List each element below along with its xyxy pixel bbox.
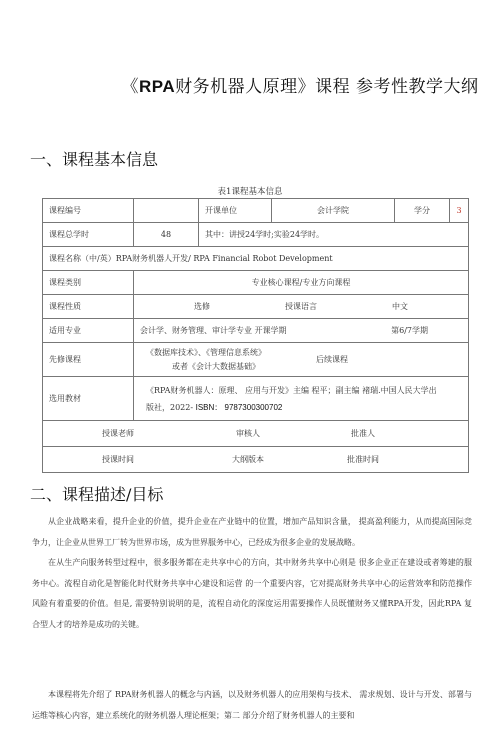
cell-major-label: 适用专业 xyxy=(43,319,134,343)
cell-prereq-label: 先修课程 xyxy=(43,343,134,377)
major-value: 会计学、财务管理、审计学专业 开课学期 xyxy=(140,326,287,335)
document-title xyxy=(120,72,480,102)
lang-value: 中文 xyxy=(392,302,408,311)
description-paragraph-3: 本课程将先介绍了 RPA财务机器人的概念与内涵，以及财务机器人的应用架构与技术、 需求规划、设计与开发、部署与运维等核心内容，建立系统化的财务机器人理论框架；第二 部分介绍了财务机器人的主要和 xyxy=(32,690,472,720)
cell-hours-value: 48 xyxy=(134,223,199,247)
approve-time-label: 批准时间 xyxy=(347,455,379,464)
cell-textbook-label: 选用教材 xyxy=(43,377,134,421)
table-row xyxy=(43,377,469,421)
section-heading-1: 一、课程基本信息 xyxy=(30,150,159,169)
table-row xyxy=(43,343,469,377)
prereq-line-2: 或者《会计大数据基础》 xyxy=(172,361,260,371)
table-row xyxy=(43,247,469,271)
cell-code-label: 课程编号 xyxy=(43,199,134,223)
section-heading-2: 二、课程描述/目标 xyxy=(30,485,164,504)
cell-hours-detail: 其中：讲授24学时;实验24学时。 xyxy=(199,223,469,247)
reviewer-label: 审核人 xyxy=(236,429,260,438)
semester-value: 第6/7学期 xyxy=(391,326,428,335)
lang-label: 授课语言 xyxy=(285,302,317,311)
version-label: 大纲版本 xyxy=(232,455,264,464)
cell-unit-label: 开课单位 xyxy=(199,199,272,223)
description-paragraph-2: 在从生产向服务转型过程中，很多服务都在走共享中心的方向，其中财务共享中心则是 很多企业正在建设或者筹建的服务中心。流程自动化是智能化时代财务共享中心建设和运营 的一个重要内容，它对提高财务共享中心的运营效率和防范操作风险有着重要的价值。但是, 需要特别说明的是，流程自动化的深度运用需要操作人员既懂财务又懂RPA开发，因此RPA 复合型人才的培养是成功的关键。 xyxy=(32,558,472,629)
follow-label: 后续课程 xyxy=(316,355,348,364)
table-row xyxy=(43,319,469,343)
cell-unit-value: 会计学院 xyxy=(272,199,395,223)
cell-credit-label: 学分 xyxy=(395,199,450,223)
textbook-line-1: 《RPA财务机器人：原理、 应用与开发》主编 程平；副主编 褚瑞.中国人民大学出 xyxy=(146,385,437,395)
table-row xyxy=(43,295,469,319)
title-rpa: RPA xyxy=(138,77,176,96)
isbn: ISBN： 9787300300702 xyxy=(195,402,283,412)
textbook-line-2: 版社，2022- xyxy=(146,402,194,412)
cell-type-label: 课程类别 xyxy=(43,271,134,295)
teacher-label: 授课老师 xyxy=(102,429,134,438)
prereq-line-1: 《数据库技术》、《管理信息系统》 xyxy=(146,347,266,357)
cell-nature-label: 课程性质 xyxy=(43,295,134,319)
description-paragraph-1: 从企业战略来看，提升企业的价值，提升企业在产业链中的位置，增加产品知识含量， 提高盈利能力，从而提高国际竞争力，让企业从世界工厂转为世界市场，成为世界服务中心，已经成为很多企业的发展战略。 xyxy=(32,517,472,547)
title-rest: 财务机器人原理》课程 参考性教学大纲 xyxy=(175,77,479,97)
cell-type-value: 专业核心课程/专业方向课程 xyxy=(134,271,469,295)
table-row xyxy=(43,447,469,473)
table-row xyxy=(43,421,469,447)
table-row xyxy=(43,223,469,247)
cell-hours-label: 课程总学时 xyxy=(43,223,134,247)
time-label: 授课时间 xyxy=(102,455,134,464)
title-prefix: 《 xyxy=(121,77,139,97)
approver-label: 批准人 xyxy=(351,429,375,438)
cell-course-name: 课程名称（中/英）RPA财务机器人开发/ RPA Financial Robot Development xyxy=(43,247,469,271)
table-row xyxy=(43,199,469,223)
nature-value: 选修 xyxy=(194,302,210,311)
cell-code-value xyxy=(134,199,199,223)
course-info-table xyxy=(42,198,469,473)
table-row xyxy=(43,271,469,295)
table-caption: 表1课程基本信息 xyxy=(217,187,283,197)
cell-credit-value: 3 xyxy=(450,199,469,223)
